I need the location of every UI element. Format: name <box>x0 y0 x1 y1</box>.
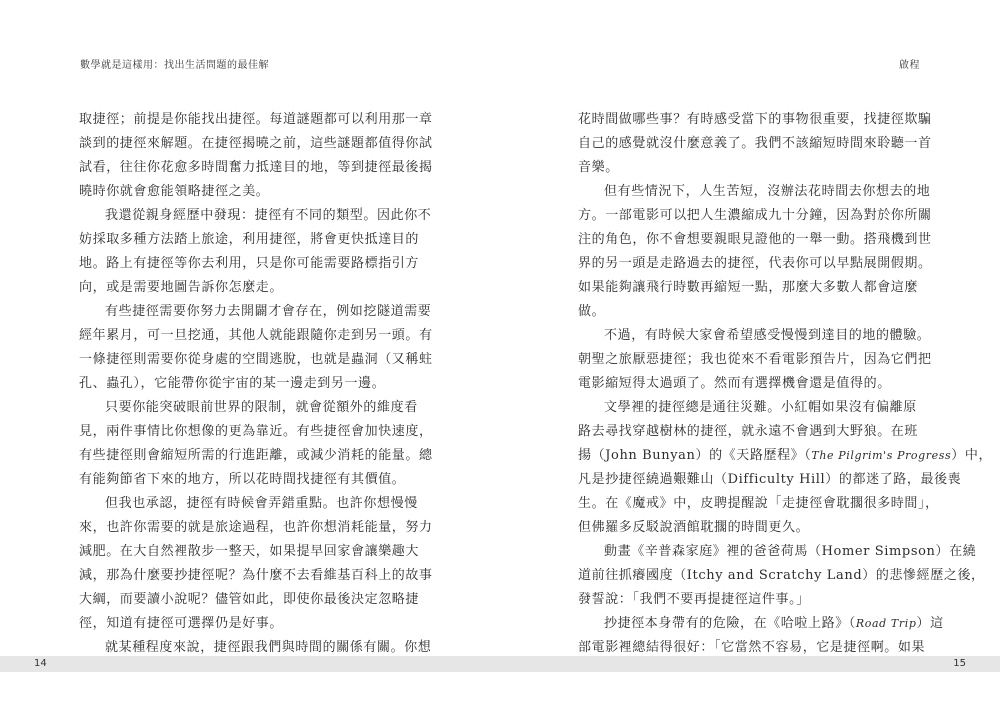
text-line: 就某種程度來說，捷徑跟我們與時間的關係有關。你想 <box>105 640 432 655</box>
page-number-right: 15 <box>953 658 966 669</box>
text-segment: 生。在《魔戒》中，皮聘提醒說「走捷徑會耽擱很多時間」， <box>578 496 939 511</box>
text-segment: 凡是抄捷徑繞過艱難山（Difficulty Hill）的都迷了路，最後喪 <box>578 472 962 487</box>
text-line: 妨採取多種方法踏上旅途，利用捷徑，將會更快抵達目的 <box>79 232 420 247</box>
text-line: 只要你能突破眼前世界的限制，就會從額外的維度看 <box>105 400 418 415</box>
text-segment: 界的另一頭是走路過去的捷徑，代表你可以早點展開假期。 <box>578 256 932 271</box>
text-segment: 電影縮短得太過頭了。然而有選擇機會還是值得的。 <box>578 376 891 391</box>
text-line <box>578 444 993 468</box>
text-line: 見，兩件事情比你想像的更為靠近。有些捷徑會加快速度， <box>79 424 433 439</box>
text-segment: 路去尋找穿越樹林的捷徑，就永遠不會遇到大野狼。在班 <box>578 424 919 439</box>
text-line: 徑，知道有捷徑可選擇仍是好事。 <box>79 616 284 631</box>
text-line <box>578 324 931 348</box>
running-head-left: 數學就是這樣用：找出生活問題的最佳解 <box>80 60 269 71</box>
text-line: 但我也承認，捷徑有時候會弄錯重點。也許你想慢慢 <box>105 496 418 511</box>
italic-title: Road Trip <box>855 617 917 630</box>
text-line: 減，那為什麼要抄捷徑呢？為什麼不去看維基百科上的故事 <box>79 568 433 583</box>
text-line: 向，或是需要地圖告訴你怎麼走。 <box>79 280 284 295</box>
page-number-left: 14 <box>34 658 47 669</box>
text-line: 有些捷徑需要你努力去開闢才會存在，例如挖隧道需要 <box>105 304 432 319</box>
right-body-text <box>578 108 993 660</box>
text-line <box>578 468 962 492</box>
text-line: 談到的捷徑來解題。在捷徑揭曉之前，這些謎題都值得你試 <box>79 136 433 151</box>
text-line: 曉時你就會愈能領略捷徑之美。 <box>79 184 270 199</box>
text-segment: 揚（John Bunyan）的《天路歷程》（ <box>578 448 812 463</box>
text-line <box>578 492 939 516</box>
text-line <box>578 540 977 564</box>
text-line <box>578 564 985 588</box>
text-line: 試看，往往你花愈多時間奮力抵達目的地，等到捷徑最後揭 <box>79 160 433 175</box>
text-line <box>578 156 921 180</box>
text-line: 來，也許你需要的就是旅途過程，也許你想消耗能量，努力 <box>79 520 433 535</box>
text-segment: 動畫《辛普森家庭》裡的爸爸荷馬（Homer Simpson）在繞 <box>604 544 977 559</box>
text-line: 地。路上有捷徑等你去利用，只是你可能需要路標指引方 <box>79 256 420 271</box>
text-line: 一條捷徑則需要你從身處的空間逃脫，也就是蟲洞（又稱蛀 <box>79 352 433 367</box>
right-page <box>500 0 1000 707</box>
text-line <box>578 348 932 372</box>
running-head-right: 啟程 <box>899 60 920 71</box>
text-segment: 發誓說：「我們不要再提捷徑這件事。」 <box>578 592 810 607</box>
text-segment: ）中， <box>951 448 993 463</box>
text-segment: 抄捷徑本身帶有的危險，在《哈啦上路》（ <box>604 616 856 631</box>
italic-title: The Pilgrim's Progress <box>811 449 952 462</box>
text-segment: 花時間做哪些事？有時感受當下的事物很重要，找捷徑欺騙 <box>578 112 932 127</box>
text-line <box>578 276 921 300</box>
text-segment: 但佛羅多反駁說酒館耽擱的時間更久。 <box>578 520 810 535</box>
text-segment: 音樂。 <box>578 160 619 175</box>
text-line: 有些捷徑則會縮短所需的行進距離，或減少消耗的能量。總 <box>79 448 433 463</box>
text-segment: 如果能夠讓飛行時數再縮短一點，那麼大多數人都會這麼 <box>578 280 919 295</box>
text-segment: 道前往抓癢國度（Itchy and Scratchy Land）的悲慘經歷之後， <box>578 568 985 583</box>
text-segment: 方。一部電影可以把人生濃縮成九十分鐘，因為對於你所關 <box>578 208 932 223</box>
text-segment: 朝聖之旅厭惡捷徑；我也從來不看電影預告片，因為它們把 <box>578 352 932 367</box>
text-line <box>578 108 932 132</box>
text-segment: 注的角色，你不會想要親眼見證他的一舉一動。搭飛機到世 <box>578 232 932 247</box>
text-segment: 但有些情況下，人生苦短，沒辦法花時間去你想去的地 <box>604 184 931 199</box>
text-line: 大綱，而要讀小說呢？儘管如此，即使你最後決定忽略捷 <box>79 592 420 607</box>
text-segment: 文學裡的捷徑總是通往災難。小紅帽如果沒有偏離原 <box>604 400 917 415</box>
text-line <box>578 204 932 228</box>
text-line <box>578 300 921 324</box>
text-segment: 做。 <box>578 304 606 319</box>
text-line <box>578 516 921 540</box>
text-line: 孔、蟲孔），它能帶你從宇宙的某一邊走到另一邊。 <box>79 376 386 391</box>
text-line <box>578 372 921 396</box>
text-segment: ）這 <box>916 616 944 631</box>
text-segment: 部電影裡總結得很好：「它當然不容易，它是捷徑啊。如果 <box>578 640 926 655</box>
text-line <box>578 180 931 204</box>
text-line <box>578 588 921 612</box>
text-line: 我還從親身經歷中發現：捷徑有不同的類型。因此你不 <box>105 208 432 223</box>
text-line: 經年累月，可一旦挖通，其他人就能跟隨你走到另一頭。有 <box>79 328 433 343</box>
text-line: 有能夠節省下來的地方，所以花時間找捷徑有其價值。 <box>79 472 406 487</box>
text-line <box>578 132 932 156</box>
text-segment: 不過，有時候大家會希望感受慢慢到達目的地的體驗。 <box>604 328 931 343</box>
text-line: 減肥。在大自然裡散步一整天，如果提早回家會讓樂趣大 <box>79 544 420 559</box>
text-segment: 自己的感覺就沒什麼意義了。我們不該縮短時間來聆聽一首 <box>578 136 932 151</box>
text-line: 取捷徑；前提是你能找出捷徑。每道謎題都可以利用那一章 <box>79 112 433 127</box>
text-line <box>578 420 921 444</box>
text-line <box>578 612 944 636</box>
footer-bar <box>0 656 1000 672</box>
text-line <box>578 396 921 420</box>
text-line <box>578 228 932 252</box>
left-body-text <box>79 108 433 660</box>
text-line <box>578 252 932 276</box>
